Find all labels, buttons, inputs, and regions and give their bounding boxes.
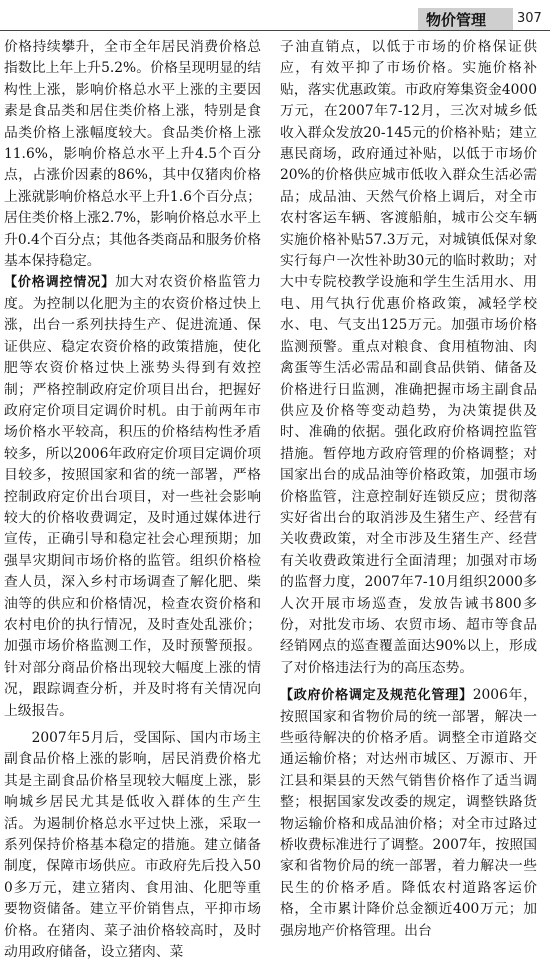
left-column [4,37,261,963]
paragraph [280,685,537,942]
paragraph: 价格持续攀升，全市全年居民消费价格总指数比上年上升5.2%。价格呈现明显的结构性上涨，影响价格总水平上涨的主要因素是食品类和居住类价格上涨，特别是食品类价格上涨幅度较大。食品类价格上涨11.6%，影响价格总水平上升4.5个百分点，占涨价因素的86%，其中仅猪肉价格上涨就影响价格总水平上升1.6个百分点；居住类价格上涨2.7%，影响价格总水平上升0.4个百分点；其他各类商品和服务价格基本保持稳定。 [4,39,261,270]
section-title: 物价管理 [426,11,487,29]
section-heading: 【政府价格调定及规范化管理】 [280,688,473,704]
paragraph: 子油直销点，以低于市场的价格保证供应，有效平抑了市场价格。实施价格补贴，落实优惠政策。市政府筹集资金4000万元，在2007年7-12月，三次对城乡低收入群众发放20-145元的价格补贴；建立惠民商场，政府通过补贴，以低于市场价20%的价格供应城市低收入群众生活必需品；成品油、天然气价格上调后，对全市农村客运车辆、客渡船舶，城市公交车辆实施价格补贴57.3万元，对城镇低保对象实行每户一次性补助30元的临时救助；对大中专院校教学设施和学生生活用水、用电、用气执行优惠价格政策，减轻学校水、电、气支出125万元。加强市场价格监测预警。重点对粮食、食用植物油、肉禽蛋等生活必需品和副食品供销、储备及价格进行日监测，准确把握市场主副食品供应及价格等变动趋势，为决策提供及时、准确的依据。强化政府价格调控监管措施。暂停地方政府管理的价格调整；对国家出台的成品油等价格政策，加强市场价格监管，注意控制好连锁反应；贯彻落实好省出台的取消涉及生猪生产、经营有关收费政策，对全市涉及生猪生产、经营有关收费政策进行全面清理；加强对市场的监督力度，2007年7-10月组织2000多人次开展市场巡查，发放告诫书800多份，对批发市场、农贸市场、超市等食品经销网点的巡查覆盖面达90%以上，形成了对价格违法行为的高压态势。 [280,39,537,676]
section-heading: 【价格调控情况】 [4,275,116,291]
right-column [280,37,537,942]
paragraph: 2007年5月后，受国际、国内市场主副食品价格上涨的影响，居民消费价格尤其是主副食品价格呈现较大幅度上涨，影响城乡居民尤其是低收入群体的生产生活。为遏制价格总水平过快上涨，采取一系列保持价格基本稳定的措施。建立储备制度，保障市场供应。市政府先后投入500多万元，建立猪肉、食用油、化肥等重要物资储备。建立平价销售点，平抑市场价格。在猪肉、菜子油价格较高时，及时动用政府储备，设立猪肉、菜 [4,730,261,961]
paragraph [4,272,261,722]
paragraph-text: 2006年，按照国家和省物价局的统一部署，解决一些亟待解决的价格矛盾。调整全市道路交通运输价格；对达州市城区、万源市、开江县和渠县的天然气销售价格作了适当调整；根据国家发改委的规定，调整铁路货物运输价格和成品油价格；对全市过路过桥收费标准进行了调整。2007年，按照国家和省物价局的统一部署，着力解决一些民生的价格矛盾。降低农村道路客运价格，全市累计降价总金额近400万元；加强房地产价格管理。出台 [280,687,537,939]
header-rule [0,30,550,31]
page-number: 307 [517,11,542,26]
paragraph-text: 加大对农资价格监管力度。为控制以化肥为主的农资价格过快上涨，出台一系列扶持生产、促进流通、保证供应、稳定农资价格的政策措施，使化肥等农资价格过快上涨势头得到有效控制；严格控制政府定价项目出台，把握好政府定价项目定调价时机。由于前两年市场价格水平较高，积压的价格结构性矛盾较多，所以2006年政府定价项目定调价项目较多，按照国家和省的统一部署，严格控制政府定价出台项目，对一些社会影响较大的价格收费调定，及时通过媒体进行宣传，正确引导和稳定社会心理预期；加强旱灾期间市场价格的监管。组织价格检查人员，深入乡村市场调查了解化肥、柴油等的供应和价格情况，检查农资价格和农村电价的执行情况，及时查处乱涨价；加强市场价格监测工作，及时预警预报。针对部分商品价格出现较大幅度上涨的情况，跟踪调查分析，并及时将有关情况向上级报告。 [4,274,261,719]
page-header [0,0,550,34]
